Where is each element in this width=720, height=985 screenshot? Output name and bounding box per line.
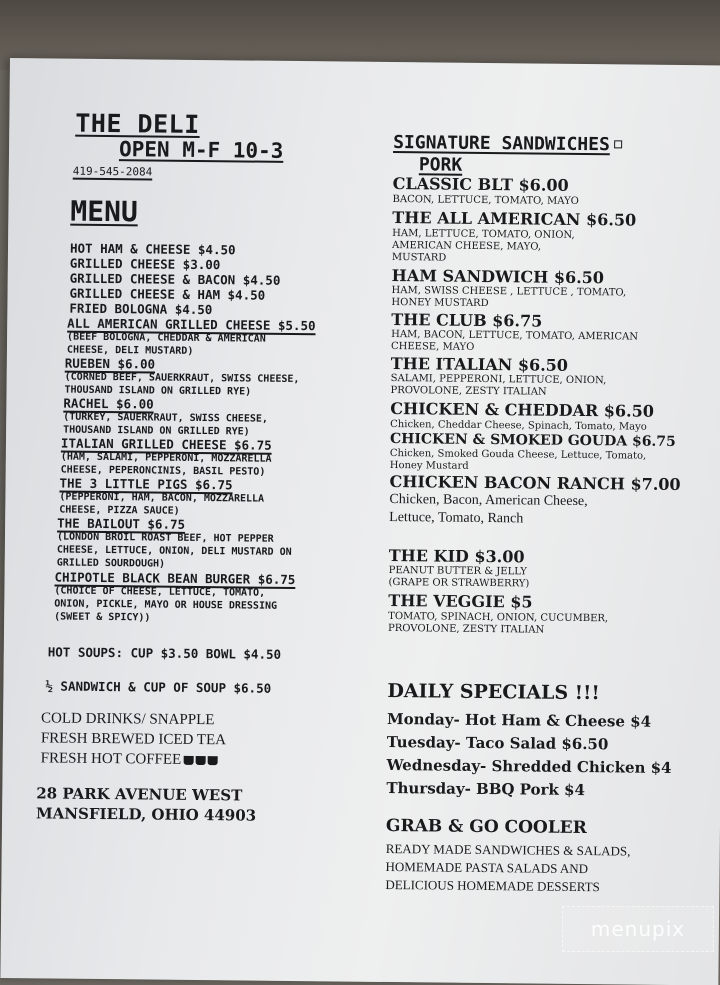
menu-item: GRILLED CHEESE & BACON $4.50 xyxy=(69,270,281,288)
signature-item: THE VEGGIE $5 xyxy=(388,590,533,612)
menu-item-desc: CHEESE, PIZZA SAUCE) xyxy=(59,504,180,517)
drinks-line: FRESH BREWED ICED TEA xyxy=(40,730,227,749)
signature-item-desc: Honey Mustard xyxy=(389,459,469,472)
cooler-heading: GRAB & GO COOLER xyxy=(385,815,587,839)
signature-item: HAM SANDWICH $6.50 xyxy=(391,266,605,288)
menu-item-desc: CHEESE, PEPERONCINIS, BASIL PESTO) xyxy=(60,464,266,478)
signature-item-desc: HAM, BACON, LETTUCE, TOMATO, AMERICAN xyxy=(391,329,639,343)
signature-item-desc: (GRAPE OR STRAWBERRY) xyxy=(388,576,530,590)
drinks-line xyxy=(41,748,218,770)
signature-item: CHICKEN BACON RANCH $7.00 xyxy=(389,471,681,495)
menu-item: THE BAILOUT $6.75 xyxy=(57,515,186,532)
soup-prices: HOT SOUPS: CUP $3.50 BOWL $4.50 xyxy=(47,644,282,662)
signature-item-desc: Lettuce, Tomato, Ranch xyxy=(389,509,524,527)
menu-item-desc: (BEEF BOLOGNA, CHEDDAR & AMERICAN xyxy=(67,331,266,345)
signature-item: CHICKEN & CHEDDAR $6.50 xyxy=(390,399,654,421)
menu-item-desc: CHEESE, DELI MUSTARD) xyxy=(66,344,194,357)
address-street: 28 PARK AVENUE WEST xyxy=(36,784,243,805)
coffee-cup-icon xyxy=(195,756,205,765)
square-glyph-icon xyxy=(614,140,622,148)
signature-item: CHICKEN & SMOKED GOUDA $6.75 xyxy=(389,431,676,450)
signature-item-desc: PROVOLONE, ZESTY ITALIAN xyxy=(390,385,547,398)
special-item: Thursday- BBQ Pork $4 xyxy=(386,778,586,800)
signature-heading xyxy=(393,132,622,155)
specials-heading: DAILY SPECIALS !!! xyxy=(387,679,600,705)
menu-paper xyxy=(0,58,720,985)
cooler-line: HOMEMADE PASTA SALADS AND xyxy=(385,858,589,877)
signature-item-desc: PEANUT BUTTER & JELLY xyxy=(388,564,527,578)
menu-item-desc: (LONDON BROIL ROAST BEEF, HOT PEPPER xyxy=(56,531,274,545)
special-item: Tuesday- Taco Salad $6.50 xyxy=(386,732,609,754)
menu-item-desc: (SWEET & SPICY)) xyxy=(54,611,151,624)
signature-item-desc: HAM, SWISS CHEESE , LETTUCE , TOMATO, xyxy=(391,285,627,299)
menu-item-desc: THOUSAND ISLAND ON GRILLED RYE) xyxy=(63,424,250,438)
signature-item-desc: HONEY MUSTARD xyxy=(391,297,489,310)
menu-item-desc: (TURKEY, SAUERKRAUT, SWISS CHEESE, xyxy=(63,411,268,425)
drinks-coffee-text: FRESH HOT COFFEE xyxy=(40,750,182,768)
signature-item-desc: BACON, LETTUCE, TOMATO, MAYO xyxy=(392,194,579,207)
menu-item: FRIED BOLOGNA $4.50 xyxy=(69,300,213,318)
deli-title: THE DELI xyxy=(75,108,200,139)
menu-item: ALL AMERICAN GRILLED CHEESE $5.50 xyxy=(67,315,316,334)
menupix-watermark: menupix xyxy=(562,906,714,952)
menu-item: THE 3 LITTLE PIGS $6.75 xyxy=(59,475,233,493)
menu-item-desc: GRILLED SOURDOUGH) xyxy=(56,557,166,570)
signature-item-desc: CHEESE, MAYO xyxy=(390,341,475,353)
menu-item: ITALIAN GRILLED CHEESE $6.75 xyxy=(60,435,272,453)
drinks-line: COLD DRINKS/ SNAPPLE xyxy=(41,710,215,729)
menu-item: CHIPOTLE BLACK BEAN BURGER $6.75 xyxy=(54,569,296,588)
coffee-cup-icon xyxy=(207,756,217,765)
phone-number: 419-545-2084 xyxy=(72,164,153,179)
signature-item: THE KID $3.00 xyxy=(388,545,525,567)
menu-item: GRILLED CHEESE & HAM $4.50 xyxy=(69,285,266,303)
special-item: Wednesday- Shredded Chicken $4 xyxy=(386,755,672,777)
menu-item-desc: CHEESE, LETTUCE, ONION, DELI MUSTARD ON xyxy=(56,544,292,558)
signature-item: THE ITALIAN $6.50 xyxy=(390,354,569,375)
opening-hours: OPEN M-F 10-3 xyxy=(118,137,284,163)
menu-item-desc: (CHOICE OF CHEESE, LETTUCE, TOMATO, xyxy=(54,585,266,599)
cooler-line: DELICIOUS HOMEMADE DESSERTS xyxy=(385,876,600,895)
signature-item-desc: Chicken, Smoked Gouda Cheese, Lettuce, Tomato, xyxy=(389,448,647,462)
menu-item: RUEBEN $6.00 xyxy=(64,355,156,372)
signature-item-desc: MUSTARD xyxy=(391,252,447,264)
menu-item-desc: ONION, PICKLE, MAYO OR HOUSE DRESSING xyxy=(54,598,278,612)
menu-item: HOT HAM & CHEESE $4.50 xyxy=(69,240,236,258)
menu-item: GRILLED CHEESE $3.00 xyxy=(69,255,221,273)
signature-item: CLASSIC BLT $6.00 xyxy=(392,174,569,195)
signature-item-desc: SALAMI, PEPPERONI, LETTUCE, ONION, xyxy=(390,373,607,387)
soup-combo: ½ SANDWICH & CUP OF SOUP $6.50 xyxy=(45,678,272,696)
signature-item-desc: AMERICAN CHEESE, MAYO, xyxy=(391,240,542,253)
menu-item-desc: THOUSAND ISLAND ON GRILLED RYE) xyxy=(64,384,252,398)
menu-item-desc: (PEPPERONI, HAM, BACON, MOZZARELLA xyxy=(59,491,265,505)
menu-item-desc: (CORNED BEEF, SAUERKRAUT, SWISS CHEESE, xyxy=(64,371,300,386)
signature-item: THE CLUB $6.75 xyxy=(391,310,543,331)
signature-subheading: PORK xyxy=(418,154,463,176)
cooler-line: READY MADE SANDWICHES & SALADS, xyxy=(385,840,631,859)
address-city: MANSFIELD, OHIO 44903 xyxy=(35,804,257,825)
menu-item-desc: (HAM, SALAMI, PEPPERONI, MOZZARELLA xyxy=(60,451,272,465)
signature-item-desc: Chicken, Cheddar Cheese, Spinach, Tomato, Mayo xyxy=(390,419,647,433)
signature-heading-text: SIGNATURE SANDWICHES xyxy=(393,132,610,156)
signature-item-desc: Chicken, Bacon, American Cheese, xyxy=(389,491,588,510)
signature-item-desc: HAM, LETTUCE, TOMATO, ONION, xyxy=(392,228,575,241)
coffee-cup-icon xyxy=(183,756,193,765)
menu-heading: MENU xyxy=(70,194,139,229)
signature-item-desc: PROVOLONE, ZESTY ITALIAN xyxy=(387,622,545,636)
special-item: Monday- Hot Ham & Cheese $4 xyxy=(387,709,652,731)
menu-item: RACHEL $6.00 xyxy=(63,395,154,412)
signature-item-desc: TOMATO, SPINACH, ONION, CUCUMBER, xyxy=(388,610,609,625)
signature-item: THE ALL AMERICAN $6.50 xyxy=(392,208,637,230)
